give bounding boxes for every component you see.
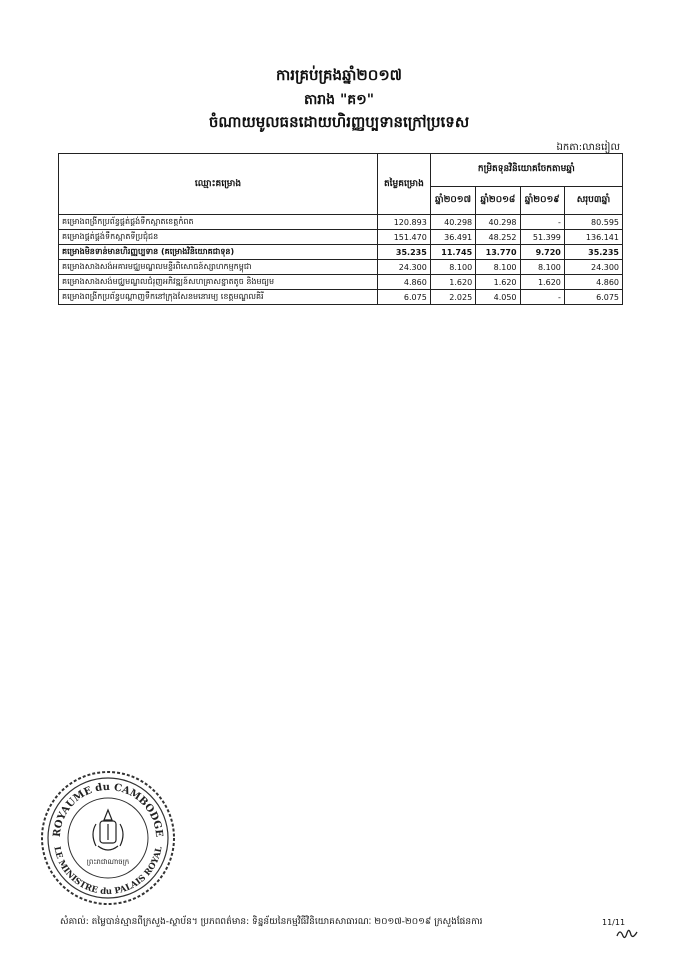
cell-cost: 151.470	[377, 230, 430, 245]
cell-2017: 1.620	[430, 275, 475, 290]
cell-total: 6.075	[564, 290, 622, 305]
table-row	[59, 230, 623, 245]
cell-2018: 1.620	[476, 275, 520, 290]
header-project-name: ឈ្មោះគម្រោង	[59, 154, 378, 215]
cell-2018: 48.252	[476, 230, 520, 245]
cell-2017: 2.025	[430, 290, 475, 305]
cell-cost: 6.075	[377, 290, 430, 305]
cell-2018: 4.050	[476, 290, 520, 305]
cell-2018: 40.298	[476, 215, 520, 230]
cell-2017: 40.298	[430, 215, 475, 230]
cell-2018: 13.770	[476, 245, 520, 260]
seal-bottom-text: LE MINISTRE du PALAIS ROYAL	[51, 845, 165, 898]
royal-crest-icon	[93, 810, 123, 850]
cell-2017: 36.491	[430, 230, 475, 245]
cell-cost: 120.893	[377, 215, 430, 230]
cell-cost: 4.860	[377, 275, 430, 290]
table-label: តារាង "គ១"	[303, 92, 375, 108]
header-year-2018: ឆ្នាំ២០១៨	[476, 186, 520, 214]
cell-project-name: គម្រោងពង្រីកប្រព័ន្ធបណ្តាញទឹកនៅក្រុងសែនមនោរម្យ ខេត្តមណ្ឌលគិរី	[59, 290, 378, 305]
cell-project-name: គម្រោងពង្រីកប្រព័ន្ធផ្គត់ផ្គង់ទឹកស្អាតខេត្តកំពត	[59, 215, 378, 230]
table-row	[59, 215, 623, 230]
cell-total: 35.235	[564, 245, 622, 260]
table-heading: ចំណាយមូលធនដោយហិរញ្ញប្បទានក្រៅប្រទេស	[208, 113, 470, 131]
footer-note: សំគាល់: តម្លៃបាន់ស្មានពីក្រសួង-ស្ថាប័ន។ ប្រភពពត៌មាន: ទិន្នន័យនៃកម្មវិធីវិនិយោគសាធារណៈ ២០១៧-២០១៩ ក្រសួងផែនការ	[60, 917, 483, 927]
cell-project-name: គម្រោងមិនទាន់មានហិរញ្ញប្បទាន (គម្រោងវិនិយោគជាទុន)	[59, 245, 378, 260]
royal-palace-seal	[38, 768, 178, 908]
header-project-cost: តម្លៃគម្រោង	[377, 154, 430, 215]
table-row	[59, 290, 623, 305]
budget-table	[58, 153, 623, 305]
cell-total: 4.860	[564, 275, 622, 290]
header-year-2019: ឆ្នាំ២០១៩	[520, 186, 564, 214]
cell-2019: -	[520, 215, 564, 230]
header-investment-by-year: កម្រិតទុនវិនិយោគចែកតាមឆ្នាំ	[430, 154, 622, 187]
cell-total: 80.595	[564, 215, 622, 230]
cell-cost: 35.235	[377, 245, 430, 260]
seal-top-text: ROYAUME du CAMBODGE	[51, 781, 165, 838]
document-title: ការគ្រប់គ្រងឆ្នាំ២០១៧	[276, 66, 402, 84]
cell-project-name: គម្រោងសាងសង់អគារមជ្ឈមណ្ឌលមន្ទីរពិសោធន៍ស្សាហកម្មកម្ពុជា	[59, 260, 378, 275]
cell-total: 136.141	[564, 230, 622, 245]
cell-2017: 11.745	[430, 245, 475, 260]
seal-inner-text: ព្រះរាជាណាចក្រ	[86, 858, 130, 866]
header-year-2017: ឆ្នាំ២០១៧	[430, 186, 475, 214]
cell-project-name: គម្រោងសាងសង់មជ្ឈមណ្ឌលជំរុញអភិវឌ្ឍន៍សហគ្រាសខ្នាតតូច និងមធ្យម	[59, 275, 378, 290]
unit-label: ឯកតា:លានរៀល	[556, 142, 620, 153]
header-total-3-years: សរុប៣ឆ្នាំ	[564, 186, 622, 214]
cell-cost: 24.300	[377, 260, 430, 275]
table-row	[59, 260, 623, 275]
table-row	[59, 245, 623, 260]
cell-2017: 8.100	[430, 260, 475, 275]
handwritten-initial	[614, 924, 640, 942]
cell-project-name: គម្រោងផ្គត់ផ្គង់ទឹកស្អាតទីប្រជុំជន	[59, 230, 378, 245]
page-number: 11/11	[602, 918, 626, 927]
cell-2019: 1.620	[520, 275, 564, 290]
cell-2019: -	[520, 290, 564, 305]
cell-2018: 8.100	[476, 260, 520, 275]
cell-total: 24.300	[564, 260, 622, 275]
cell-2019: 51.399	[520, 230, 564, 245]
cell-2019: 8.100	[520, 260, 564, 275]
cell-2019: 9.720	[520, 245, 564, 260]
table-row	[59, 275, 623, 290]
